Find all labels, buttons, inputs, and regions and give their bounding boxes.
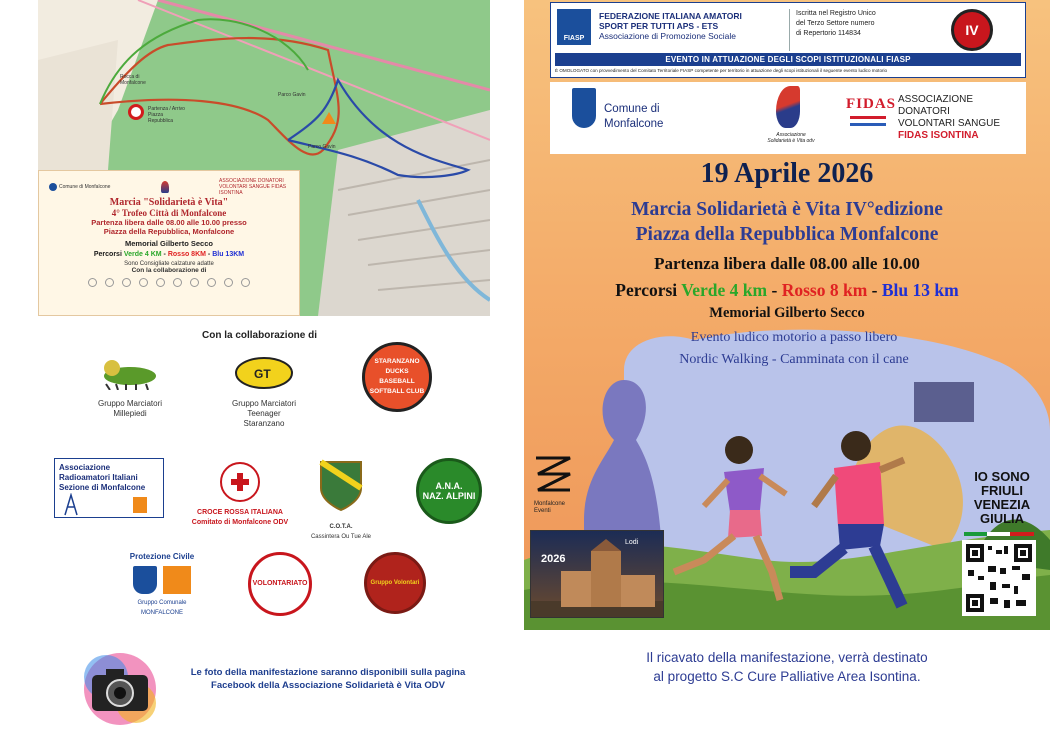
collab-title: Con la collaborazione di (202, 330, 318, 341)
teenager-logo-icon (234, 356, 294, 390)
fiasp-note: È OMOLOGATO con provvedimento del Comitato Territoriale FIASP competente per territorio in attuazione degli scopi istituzionali il seguente evento ludico motorio (555, 68, 888, 73)
card-start-line: Partenza libera dalle 08.00 alle 10.00 presso (91, 218, 247, 227)
event-memorial: Memorial Gilberto Secco (709, 305, 865, 321)
partner-cota: C.O.T.A. Cassintera Ou Tue Ale (306, 458, 376, 542)
fiasp-name: FEDERAZIONE ITALIANA AMATORI SPORT PER TUTTI APS - ETS Associazione di Promozione Sociale (599, 11, 742, 41)
cota-shield-icon (317, 458, 365, 512)
partner-cri: CROCE ROSSA ITALIANA Comitato di Monfalcone ODV (190, 462, 290, 528)
partner-ari: Associazione Radioamatori Italiani Sezione di Monfalcone (54, 458, 164, 518)
map-poi: Rocca di Monfalcone (120, 74, 146, 86)
start-pin-icon (128, 104, 144, 120)
route-map (38, 0, 490, 316)
photos-note: Le foto della manifestazione saranno disponibili sulla pagina Facebook della Associazione Solidarietà è Vita ODV (190, 667, 466, 691)
organizer-logos (550, 82, 1026, 154)
fidas-ribbon-icon (850, 116, 886, 126)
fidas-mini-logo: ASSOCIAZIONE DONATORI VOLONTARI SANGUE FIDAS ISONTINA (218, 178, 287, 196)
volontariato-logo-icon: VOLONTARIATO (248, 552, 312, 616)
partner-ducks (360, 342, 434, 418)
comune-label: Comune di Monfalcone (604, 103, 664, 130)
civil-shield-icon (133, 566, 157, 594)
event-title: Marcia Solidarietà è Vita IV°edizione Piazza della Repubblica Monfalcone (631, 199, 943, 245)
card-routes: Percorsi Verde 4 KM - Rosso 8KM - Blu 13KM (93, 251, 245, 258)
comune-shield-icon (572, 88, 596, 128)
event-routes: Percorsi Verde 4 km - Rosso 8 km - Blu 13 km (615, 280, 959, 300)
partner-teenager: GT Gruppo Marciatori Teenager Staranzano (214, 356, 314, 429)
fidas-logo: FIDAS (846, 96, 897, 112)
partner-volontariato (246, 552, 314, 622)
card-place-line: Piazza della Repubblica, Monfalcone (103, 227, 235, 236)
red-cross-icon (220, 462, 260, 502)
monfalcone-eventi-icon (534, 454, 572, 494)
lodi-year: 2026 (541, 553, 566, 565)
torch-mini-logo (161, 181, 169, 193)
camera-icon (78, 651, 162, 727)
map-info-card (38, 170, 300, 316)
fiasp-header (550, 2, 1026, 78)
partner-protezione: Protezione Civile Gruppo Comunale MONFALCONE (129, 552, 195, 616)
italian-flag-icon (964, 532, 1034, 536)
fiasp-registry: Iscritta nel Registro Unico del Terzo Settore numero di Repertorio 114834 (789, 9, 935, 51)
friuli-slogan: IO SONO FRIULI VENEZIA GIULIA (973, 469, 1031, 526)
map-poi: Parco Gavin (308, 144, 336, 150)
antenna-icon (59, 493, 149, 517)
partner-volontari (362, 552, 428, 620)
map-poi: Parco Gavin (278, 92, 306, 98)
start-pin-label: Partenza / Arrivo Piazza Repubblica (148, 106, 185, 124)
alpini-logo-icon: A.N.A. NAZ. ALPINI (416, 458, 482, 524)
svg-text:GT: GT (254, 367, 271, 381)
card-note: Sono Consigliate calzature adatte (124, 261, 214, 267)
lodi-city: Lodi (625, 539, 639, 546)
event-date: 19 Aprile 2026 (700, 158, 874, 189)
fiasp-band: EVENTO IN ATTUAZIONE DEGLI SCOPI ISTITUZIONALI FIASP (555, 53, 1021, 66)
fidas-label: ASSOCIAZIONE DONATORI VOLONTARI SANGUE FIDAS ISONTINA (898, 94, 1001, 141)
partner-alpini (414, 458, 484, 530)
beneficiary-note: Il ricavato della manifestazione, verrà destinato al progetto S.C Cure Palliative Area Isontina. (646, 650, 928, 684)
volontari-logo-icon: Gruppo Volontari (364, 552, 426, 614)
fiasp-logo-icon: FIASP (557, 9, 591, 45)
qr-code-icon (966, 544, 1032, 612)
qr-code[interactable] (962, 540, 1036, 616)
fiasp-emblem-icon: IV (951, 9, 993, 51)
comune-mini-logo: Comune di Monfalcone (49, 183, 110, 191)
solidarieta-label: Associazione Solidarietà è Vita odv (767, 132, 815, 144)
partner-millepiedi: Gruppo Marciatori Millepiedi (80, 350, 180, 419)
ducks-logo-icon: STARANZANO DUCKS BASEBALL SOFTBALL CLUB (362, 342, 432, 412)
monfalcone-eventi-logo: Monfalcone Eventi (534, 454, 574, 515)
card-memorial: Memorial Gilberto Secco (125, 239, 213, 248)
card-subtitle: 4° Trofeo Città di Monfalcone (111, 208, 227, 218)
lodi-2026-card (530, 530, 664, 618)
card-collab: Con la collaborazione di (131, 267, 207, 274)
torch-icon (776, 86, 800, 128)
card-partner-badges (39, 278, 299, 287)
caterpillar-icon (100, 350, 160, 390)
card-title: Marcia "Solidarietà è Vita" (109, 197, 229, 208)
civil-protection-icon (163, 566, 191, 594)
event-description: Evento ludico motorio a passo libero Nordic Walking - Camminata con il cane (679, 330, 909, 367)
lodi-cathedral-icon (531, 531, 664, 618)
event-start-time: Partenza libera dalle 08.00 alle 10.00 (654, 254, 920, 273)
event-poster (524, 0, 1050, 630)
